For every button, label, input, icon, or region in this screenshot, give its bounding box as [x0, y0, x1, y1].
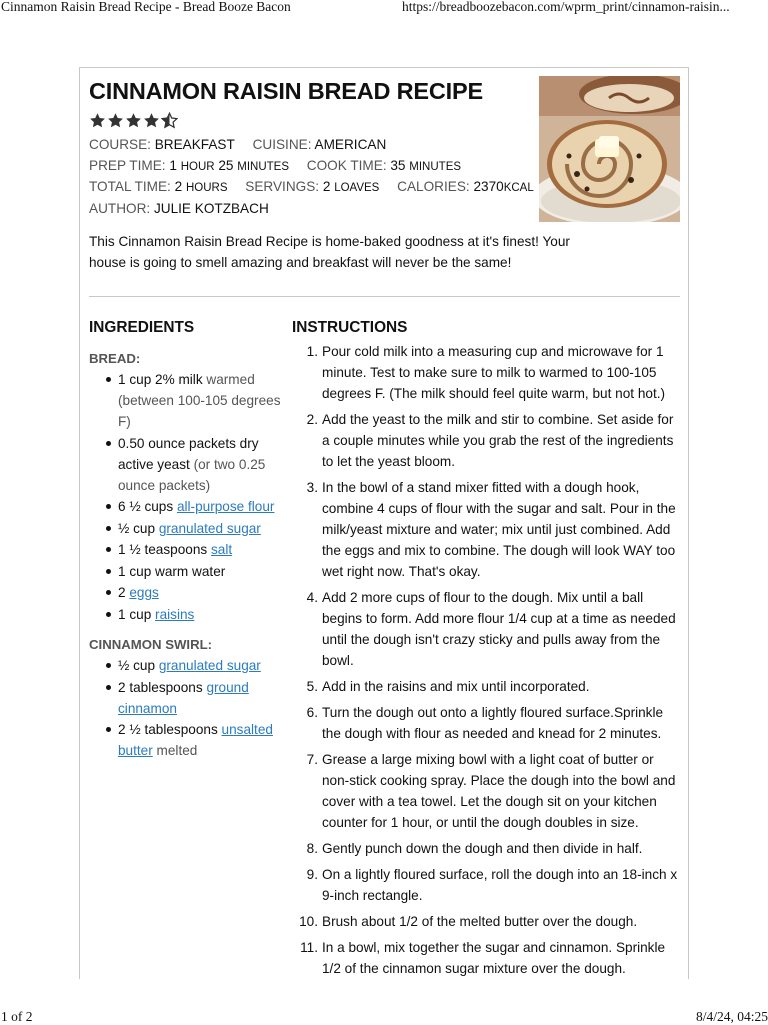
instruction-step: 9. On a lightly floured surface, roll the dough into an 18-inch x 9-inch rectangle. — [306, 867, 678, 903]
meta-course-cuisine: COURSE: BREAKFAST CUISINE: AMERICAN — [89, 137, 387, 152]
total-hours: 2 — [174, 179, 183, 194]
cuisine-value: AMERICAN — [314, 137, 387, 152]
meta-total-servings: TOTAL TIME: 2 HOURS SERVINGS: 2 LOAVES CALORIES: 2370KCAL — [89, 179, 534, 194]
ingredient-item: ½ cup granulated sugar — [89, 655, 284, 676]
calories-value: 2370 — [473, 179, 504, 194]
star-icon — [107, 112, 124, 129]
swirl-group-heading: CINNAMON SWIRL: — [89, 637, 213, 652]
instruction-step: 5. Add in the raisins and mix until incorporated. — [306, 679, 590, 694]
prep-minutes: 25 — [218, 158, 234, 173]
ingredient-link-sugar[interactable]: granulated sugar — [158, 658, 261, 673]
ingredient-item: 0.50 ounce packets dry active yeast (or two 0.25 ounce packets) — [89, 433, 284, 496]
print-page-title: Cinnamon Raisin Bread Recipe - Bread Booze Bacon — [1, 0, 291, 14]
recipe-summary: This Cinnamon Raisin Bread Recipe is home-baked goodness at it's finest! Your house is going to smell amazing and breakfast will never be the same! — [89, 234, 570, 270]
print-footer — [0, 1008, 768, 1024]
ingredient-link-flour[interactable]: all-purpose flour — [176, 499, 275, 514]
recipe-photo — [539, 76, 680, 222]
servings-value: 2 — [322, 179, 331, 194]
bread-photo-illustration — [539, 76, 680, 222]
bread-ingredients-list — [89, 369, 284, 625]
print-datetime: 8/4/24, 04:25 — [695, 1009, 768, 1024]
bread-group-heading: BREAD: — [89, 351, 141, 366]
instruction-step: 1. Pour cold milk into a measuring cup and microwave for 1 minute. Test to make sure to milk to warmed to 100-105 degrees F. (The milk should feel quite warm, but not hot.) — [306, 344, 666, 401]
rating-stars — [89, 112, 178, 130]
meta-times: PREP TIME: 1 HOUR 25 MINUTES COOK TIME: 35 MINUTES — [89, 158, 462, 173]
ingredient-item: 1 ½ teaspoons salt — [89, 539, 284, 560]
instruction-step: 6. Turn the dough out onto a lightly floured surface.Sprinkle the dough with flour as needed and knead for 2 minutes. — [306, 705, 664, 741]
print-url: https://breadboozebacon.com/wprm_print/cinnamon-raisin... — [402, 0, 730, 14]
instructions-list — [292, 341, 682, 984]
instruction-step: 3. In the bowl of a stand mixer fitted with a dough hook, combine 4 cups of flour with the sugar and salt. Pour in the milk/yeast mixture and water; mix until just combined. Add the eggs and mix to combine. The dough will look WAY too wet right now. That's okay. — [306, 480, 676, 579]
prep-hours: 1 — [169, 158, 177, 173]
instruction-step: 7. Grease a large mixing bowl with a light coat of butter or non-stick cooking spray. Place the dough into the bowl and cover with a tea towel. Let the dough sit on your kitchen counter for 1 hour, or until the dough doubles in size. — [306, 752, 676, 830]
swirl-ingredients-list — [89, 655, 284, 762]
cook-minutes: 35 — [390, 158, 406, 173]
recipe-title: CINNAMON RAISIN BREAD RECIPE — [89, 78, 483, 104]
ingredient-item: ½ cup granulated sugar — [89, 518, 284, 539]
ingredient-item: 6 ½ cups all-purpose flour — [89, 496, 284, 517]
ingredient-link-butter[interactable]: unsalted butter — [118, 722, 273, 758]
meta-author: AUTHOR: JULIE KOTZBACH — [89, 201, 269, 216]
star-icon — [89, 112, 106, 129]
ingredients-heading: INGREDIENTS — [89, 319, 195, 336]
section-divider — [89, 296, 680, 297]
ingredient-link-raisins[interactable]: raisins — [155, 606, 195, 622]
ingredient-link-eggs[interactable]: eggs — [129, 585, 159, 600]
instructions-heading: INSTRUCTIONS — [292, 319, 408, 336]
ingredient-item: 2 ½ tablespoons unsalted butter melted — [89, 719, 284, 761]
page-count: 1 of 2 — [1, 1009, 33, 1024]
instruction-step: 8. Gently punch down the dough and then divide in half. — [306, 841, 643, 856]
print-header — [0, 0, 768, 16]
star-icon — [143, 112, 160, 129]
ingredient-link-salt[interactable]: salt — [210, 542, 233, 557]
star-half-icon — [161, 112, 178, 129]
instruction-step: 10. Brush about 1/2 of the melted butter over the dough. — [299, 914, 638, 929]
ingredient-link-sugar[interactable]: granulated sugar — [158, 520, 261, 536]
ingredient-item: 1 cup 2% milk warmed (between 100-105 degrees F) — [89, 369, 284, 432]
instruction-step: 4. Add 2 more cups of flour to the dough. Mix until a ball begins to form. Add more flour 1/4 cup at a time as needed until the dough isn't crazy sticky and pulls away from the bowl. — [306, 590, 676, 668]
star-icon — [125, 112, 142, 129]
instruction-step: 2. Add the yeast to the milk and stir to combine. Set aside for a couple minutes while you grab the rest of the ingredients to let the yeast bloom. — [306, 412, 674, 469]
ingredient-item: 2 tablespoons ground cinnamon — [89, 677, 284, 719]
ingredient-link-cinnamon[interactable]: ground cinnamon — [118, 679, 249, 716]
course-value: BREAKFAST — [154, 137, 235, 152]
ingredient-item: 1 cup warm water — [89, 561, 284, 582]
ingredient-item: 1 cup raisins — [89, 604, 284, 625]
instruction-step: 11. In a bowl, mix together the sugar and cinnamon. Sprinkle 1/2 of the cinnamon sugar mixture over the dough. — [300, 940, 666, 976]
ingredient-item: 2 eggs — [89, 582, 284, 603]
author-value: JULIE KOTZBACH — [153, 201, 269, 216]
